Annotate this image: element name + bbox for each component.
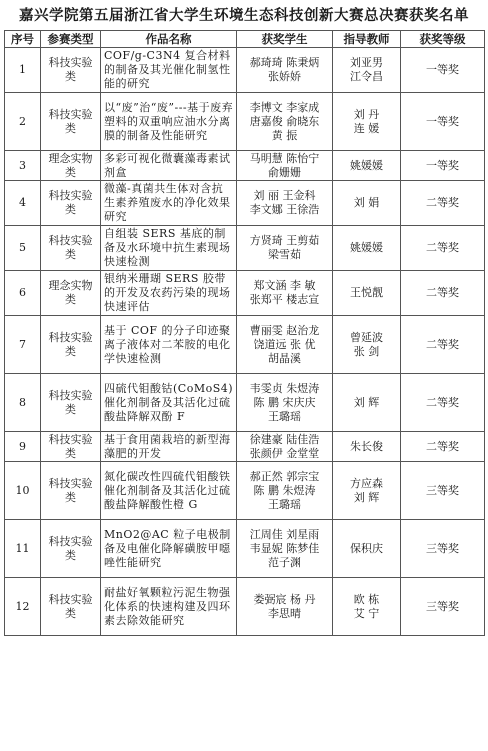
row-students: 曹丽雯 赵治龙 饶道远 张 优 胡晶溪 — [237, 316, 333, 374]
row-number: 11 — [5, 520, 41, 578]
row-teachers: 刘 娟 — [333, 181, 401, 226]
row-level: 二等奖 — [401, 316, 485, 374]
row-number: 6 — [5, 271, 41, 316]
page-title: 嘉兴学院第五届浙江省大学生环境生态科技创新大赛总决赛获奖名单 — [19, 7, 469, 24]
table-row — [5, 578, 485, 636]
row-students: 李博文 李家成 唐嘉俊 俞晓东 黄 振 — [237, 93, 333, 151]
row-students: 郝琦琦 陈秉炳 张娇娇 — [237, 48, 333, 93]
header-no: 序号 — [5, 31, 41, 48]
row-level: 二等奖 — [401, 226, 485, 271]
table-row — [5, 48, 485, 93]
row-number: 9 — [5, 432, 41, 462]
row-level: 一等奖 — [401, 151, 485, 181]
row-work-name: COF/g-C3N4 复合材料的制备及其光催化制氢性能的研究 — [101, 48, 237, 93]
table-row — [5, 520, 485, 578]
table-row — [5, 93, 485, 151]
row-type: 科技实验 类 — [41, 578, 101, 636]
table-row — [5, 271, 485, 316]
header-type: 参赛类型 — [41, 31, 101, 48]
row-work-name: 氮化碳改性四硫代钼酸铁催化剂制备及其活化过硫酸盐降解酸性橙 G — [101, 462, 237, 520]
row-teachers: 姚媛媛 — [333, 226, 401, 271]
row-level: 三等奖 — [401, 578, 485, 636]
row-number: 10 — [5, 462, 41, 520]
row-type: 理念实物 类 — [41, 271, 101, 316]
row-type: 科技实验 类 — [41, 520, 101, 578]
row-number: 5 — [5, 226, 41, 271]
row-students: 刘 丽 王金科 李文娜 王徐浩 — [237, 181, 333, 226]
table-header-row — [5, 31, 485, 48]
row-students: 马明慧 陈怡宁 俞姗姗 — [237, 151, 333, 181]
row-level: 三等奖 — [401, 520, 485, 578]
row-number: 7 — [5, 316, 41, 374]
row-teachers: 姚媛媛 — [333, 151, 401, 181]
row-work-name: 耐盐好氧颗粒污泥生物强化体系的快速构建及四环素去除效能研究 — [101, 578, 237, 636]
row-students: 娄弼宸 杨 丹 李思晴 — [237, 578, 333, 636]
row-work-name: 四硫代钼酸钴(CoMoS4)催化剂制备及其活化过硫酸盐降解双酚 F — [101, 374, 237, 432]
row-work-name: 以“废”治“废”---基于废弃塑料的双重响应油水分离膜的制备及性能研究 — [101, 93, 237, 151]
row-work-name: 基于食用菌栽培的新型海藻肥的开发 — [101, 432, 237, 462]
row-number: 4 — [5, 181, 41, 226]
row-number: 12 — [5, 578, 41, 636]
header-level: 获奖等级 — [401, 31, 485, 48]
row-teachers: 方应森 刘 辉 — [333, 462, 401, 520]
row-number: 8 — [5, 374, 41, 432]
row-type: 科技实验 类 — [41, 93, 101, 151]
row-teachers: 刘 辉 — [333, 374, 401, 432]
row-level: 三等奖 — [401, 462, 485, 520]
table-row — [5, 374, 485, 432]
header-teachers: 指导教师 — [333, 31, 401, 48]
row-teachers: 朱长俊 — [333, 432, 401, 462]
row-teachers: 保积庆 — [333, 520, 401, 578]
table-row — [5, 462, 485, 520]
row-students: 韦雯贞 朱煜涛 陈 鹏 宋庆庆 王璐瑶 — [237, 374, 333, 432]
row-teachers: 刘亚男 江令昌 — [333, 48, 401, 93]
table-row — [5, 432, 485, 462]
row-level: 二等奖 — [401, 181, 485, 226]
row-work-name: 银纳米珊瑚 SERS 胶带的开发及农药污染的现场快速评估 — [101, 271, 237, 316]
row-number: 2 — [5, 93, 41, 151]
row-teachers: 王悦靓 — [333, 271, 401, 316]
header-students: 获奖学生 — [237, 31, 333, 48]
table-row — [5, 316, 485, 374]
row-work-name: MnO2@AC 粒子电极制备及电催化降解磺胺甲噁唑性能研究 — [101, 520, 237, 578]
row-students: 郑文涵 李 敏 张郑平 楼志宣 — [237, 271, 333, 316]
row-level: 二等奖 — [401, 432, 485, 462]
row-teachers: 刘 丹 连 媛 — [333, 93, 401, 151]
row-work-name: 基于 COF 的分子印迹聚离子液体对二苯胺的电化学快速检测 — [101, 316, 237, 374]
table-row — [5, 151, 485, 181]
row-type: 科技实验 类 — [41, 432, 101, 462]
row-students: 郝正然 郭宗宝 陈 鹏 朱煜涛 王璐瑶 — [237, 462, 333, 520]
row-work-name: 自组装 SERS 基底的制备及水环境中抗生素现场快速检测 — [101, 226, 237, 271]
row-number: 1 — [5, 48, 41, 93]
row-type: 科技实验 类 — [41, 374, 101, 432]
row-students: 江周佳 刘星雨 韦显妮 陈梦佳 范子渊 — [237, 520, 333, 578]
row-level: 一等奖 — [401, 48, 485, 93]
row-number: 3 — [5, 151, 41, 181]
row-level: 二等奖 — [401, 271, 485, 316]
row-level: 二等奖 — [401, 374, 485, 432]
row-type: 科技实验 类 — [41, 181, 101, 226]
row-work-name: 微藻-真菌共生体对含抗生素养殖废水的净化效果研究 — [101, 181, 237, 226]
row-type: 科技实验 类 — [41, 48, 101, 93]
row-teachers: 曾延波 张 剑 — [333, 316, 401, 374]
row-students: 徐建豪 陆佳浩 张颜伊 金堂堂 — [237, 432, 333, 462]
header-name: 作品名称 — [101, 31, 237, 48]
table-row — [5, 226, 485, 271]
table-row — [5, 181, 485, 226]
row-type: 科技实验 类 — [41, 316, 101, 374]
award-table — [4, 30, 485, 636]
row-level: 一等奖 — [401, 93, 485, 151]
row-type: 科技实验 类 — [41, 226, 101, 271]
row-teachers: 欧 栋 艾 宁 — [333, 578, 401, 636]
row-type: 科技实验 类 — [41, 462, 101, 520]
row-work-name: 多彩可视化微囊藻毒素试剂盒 — [101, 151, 237, 181]
row-type: 理念实物 类 — [41, 151, 101, 181]
row-students: 方贤琦 王剪茹 梁雪茹 — [237, 226, 333, 271]
